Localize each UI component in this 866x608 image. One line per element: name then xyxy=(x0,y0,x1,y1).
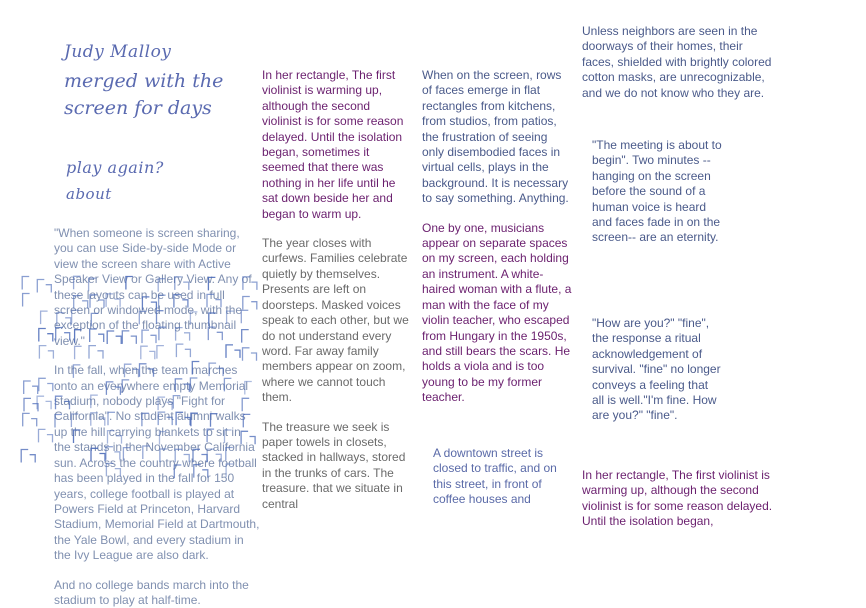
grid-cell xyxy=(24,398,38,411)
grid-cell xyxy=(23,413,37,426)
middle-column-2 xyxy=(422,68,572,438)
middle-column-1 xyxy=(262,68,412,511)
mid1-paragraph-1: In her rectangle, The first violinist is warming up, although the second violinist is for some reason delayed. Until the isolation began, sometimes it seemed that there was nothing in her life until he sat down beside her and began to warm up. xyxy=(262,68,404,221)
grid-cell xyxy=(22,277,29,290)
mid2-paragraph-3: A downtown street is closed to traffic, and on this street, in front of coffee houses and xyxy=(433,446,557,507)
mid2-paragraph-1: When on the screen, rows of faces emerge in flat rectangles from kitchens, from studios, from patios, the frustration of seeing only disembodied faces in virtual cells, plays in the background. It is necessary to say something. Anything. xyxy=(422,68,569,206)
grid-cell xyxy=(37,396,51,409)
grid-cell xyxy=(39,429,53,442)
right-paragraph-1: Unless neighbors are seen in the doorways of their homes, their faces, shielded with brightly colored cotton masks, are unrecognizable, and we do not know who they are. xyxy=(582,24,772,100)
right-column-top xyxy=(582,24,778,115)
grid-cell xyxy=(41,311,48,324)
author-name: Judy Malloy xyxy=(64,42,172,62)
grid-cell xyxy=(21,450,35,463)
grid-cell xyxy=(23,294,30,307)
left-paragraph-2: In the fall, when the team marches onto an everywhere empty Memorial stadium, nobody plays "Fight for California". No student alumni walks up the hill carrying blankets to sit in the stands in the November California sun. Across the country where football has been played in the fall for 150 years, college football is played at Powers Field at Princeton, Harvard Stadium, Memorial Field at Dartmouth, the Yale Bowl, and every stadium in the Ivy League are also dark. xyxy=(54,363,260,563)
work-title: merged with the screen for days xyxy=(64,70,224,119)
right-column-quote-2 xyxy=(592,316,722,438)
mid1-paragraph-2: The year closes with curfews. Families celebrate quietly by themselves. Presents are left on doorsteps. Masked voices speak to each other, but we do not understand every word. Far away family members appear on zoom, where we cannot touch them. xyxy=(262,236,409,405)
right-column-bottom xyxy=(582,468,782,529)
grid-cell xyxy=(37,280,51,293)
mid1-paragraph-3: The treasure we seek is paper towels in closets, stacked in hallways, stored in the trunks of cars. The treasure. that we situate in central xyxy=(262,419,406,511)
right-quote-1: "The meeting is about to begin". Two minutes -- hanging on the screen before the sound of a human voice is heard and faces fade in on the screen-- are an eternity. xyxy=(592,138,722,245)
right-column-quote-1 xyxy=(592,138,722,260)
mid2-paragraph-2: One by one, musicians appear on separate spaces on my screen, each holding an instrument. A white-haired woman with a flute, a man with the face of my violin teacher, who escaped from Hungary in the 1950s, and still bears the scars. He holds a viola and is too young to be my former teacher. xyxy=(422,220,572,405)
right-paragraph-bottom: In her rectangle, The first violinist is warming up, although the second violinist is for some reason delayed. Until the isolation began, xyxy=(582,468,773,529)
left-text-column xyxy=(54,226,260,607)
left-paragraph-1: "When someone is screen sharing, you can use Side-by-side Mode or view the screen share with Active Speaker View or Gallery View. Any of these layouts can be used in full screen or windowed mode, with the exception of the floating thumbnail view." xyxy=(54,226,252,348)
grid-cell xyxy=(39,346,53,359)
play-again-link[interactable]: play again? xyxy=(66,158,164,177)
title-block xyxy=(64,42,254,122)
middle-column-2-lower xyxy=(433,446,563,506)
about-link[interactable]: about xyxy=(66,185,112,203)
right-quote-2: "How are you?" "fine", the response a ritual acknowledgement of survival. "fine" no longer conveys a feeling that all is well."I'm fine. How are you?" "fine". xyxy=(592,316,721,423)
nav-links xyxy=(66,158,164,203)
left-paragraph-3: And no college bands march into the stadium to play at half-time. xyxy=(54,577,249,607)
grid-cell xyxy=(24,381,38,394)
grid-cell xyxy=(39,329,53,342)
grid-cell xyxy=(39,378,53,391)
